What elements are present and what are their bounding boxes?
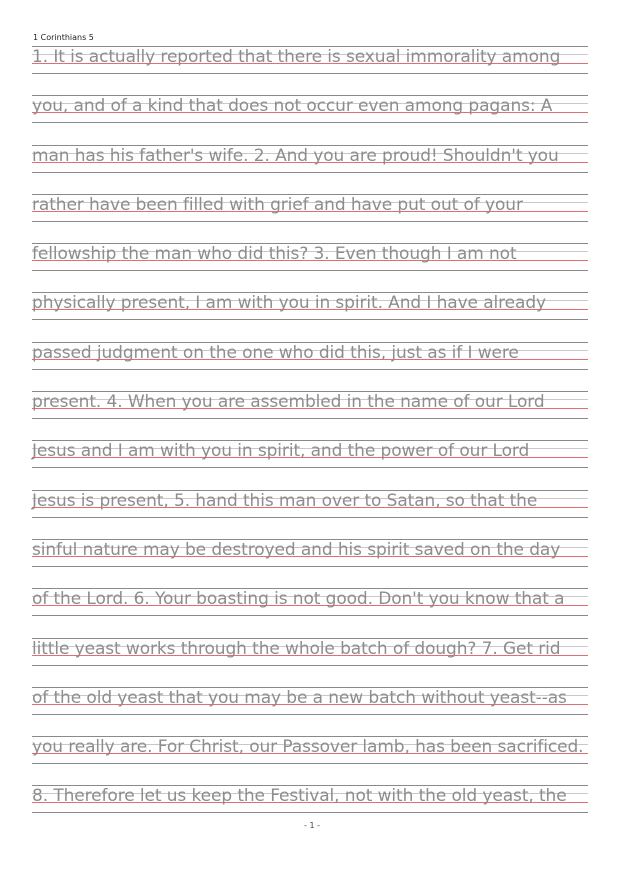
guide-line-bottom	[32, 270, 588, 271]
trace-text: little yeast works through the whole batch of dough? 7. Get rid	[32, 638, 561, 659]
guide-line-bottom	[32, 615, 588, 616]
page-header: 1 Corinthians 5	[33, 33, 94, 42]
practice-line	[32, 635, 588, 684]
guide-line-bottom	[32, 763, 588, 764]
practice-line	[32, 142, 588, 191]
practice-line	[32, 191, 588, 240]
practice-line	[32, 240, 588, 289]
practice-line	[32, 536, 588, 585]
handwriting-practice-sheet	[32, 43, 588, 832]
trace-text: sinful nature may be destroyed and his spirit saved on the day	[32, 539, 561, 560]
practice-line	[32, 487, 588, 536]
guide-line-bottom	[32, 517, 588, 518]
trace-text: of the old yeast that you may be a new batch without yeast--as	[32, 687, 567, 708]
trace-text: 1. It is actually reported that there is sexual immorality among	[32, 47, 561, 67]
trace-text: you, and of a kind that does not occur even among pagans: A	[32, 96, 553, 117]
guide-line-bottom	[32, 319, 588, 320]
practice-line	[32, 437, 588, 486]
guide-line-bottom	[32, 566, 588, 567]
trace-text: 8. Therefore let us keep the Festival, not with the old yeast, the	[32, 786, 567, 807]
guide-line-bottom	[32, 467, 588, 468]
practice-line	[32, 388, 588, 437]
trace-text: present. 4. When you are assembled in the name of our Lord	[32, 392, 545, 413]
practice-line	[32, 43, 588, 92]
trace-text: Jesus is present, 5. hand this man over to Satan, so that the	[32, 490, 538, 511]
guide-line-bottom	[32, 122, 588, 123]
guide-line-bottom	[32, 812, 588, 813]
practice-line	[32, 684, 588, 733]
practice-line	[32, 733, 588, 782]
practice-line	[32, 339, 588, 388]
trace-text: man has his father's wife. 2. And you are proud! Shouldn't you	[32, 145, 559, 166]
guide-line-bottom	[32, 369, 588, 370]
trace-text: you really are. For Christ, our Passover lamb, has been sacrificed.	[32, 737, 584, 758]
guide-line-bottom	[32, 418, 588, 419]
guide-line-bottom	[32, 221, 588, 222]
guide-line-bottom	[32, 714, 588, 715]
trace-text: fellowship the man who did this? 3. Even though I am not	[32, 244, 517, 265]
guide-line-bottom	[32, 172, 588, 173]
trace-text: of the Lord. 6. Your boasting is not good. Don't you know that a	[32, 589, 565, 610]
practice-line	[32, 289, 588, 338]
trace-text: physically present, I am with you in spirit. And I have already	[32, 293, 546, 314]
practice-line	[32, 92, 588, 141]
guide-line-bottom	[32, 73, 588, 74]
practice-line	[32, 585, 588, 634]
trace-text: Jesus and I am with you in spirit, and the power of our Lord	[32, 441, 530, 462]
guide-line-bottom	[32, 665, 588, 666]
page-number: - 1 -	[304, 821, 320, 830]
trace-text: passed judgment on the one who did this, just as if I were	[32, 342, 519, 363]
trace-text: rather have been filled with grief and have put out of your	[32, 194, 523, 215]
